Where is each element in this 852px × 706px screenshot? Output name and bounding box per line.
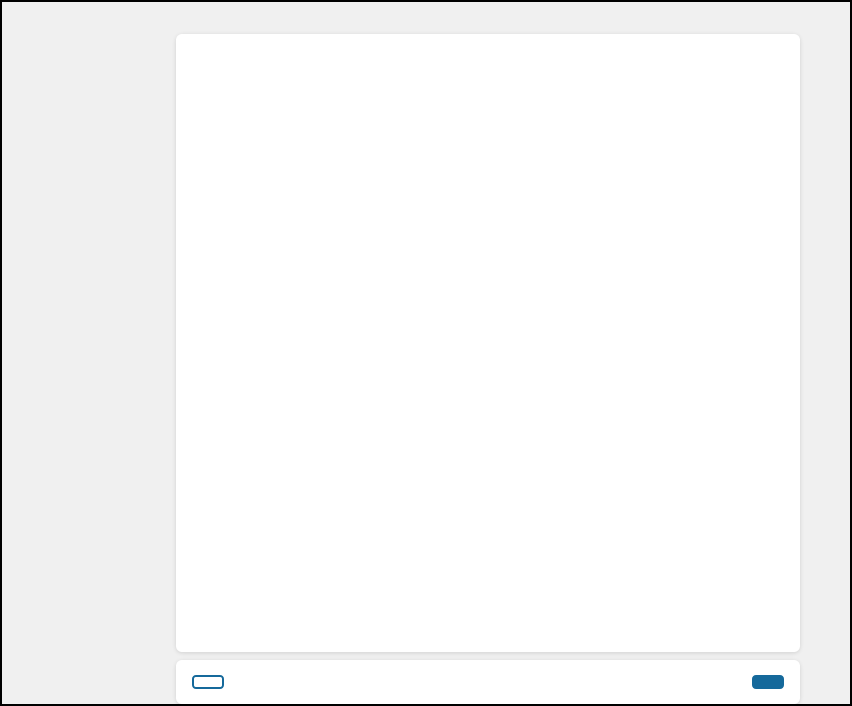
next-button[interactable] <box>752 675 784 689</box>
footer-bar <box>176 660 800 704</box>
main-content-card <box>176 34 800 652</box>
back-button[interactable] <box>192 675 224 689</box>
